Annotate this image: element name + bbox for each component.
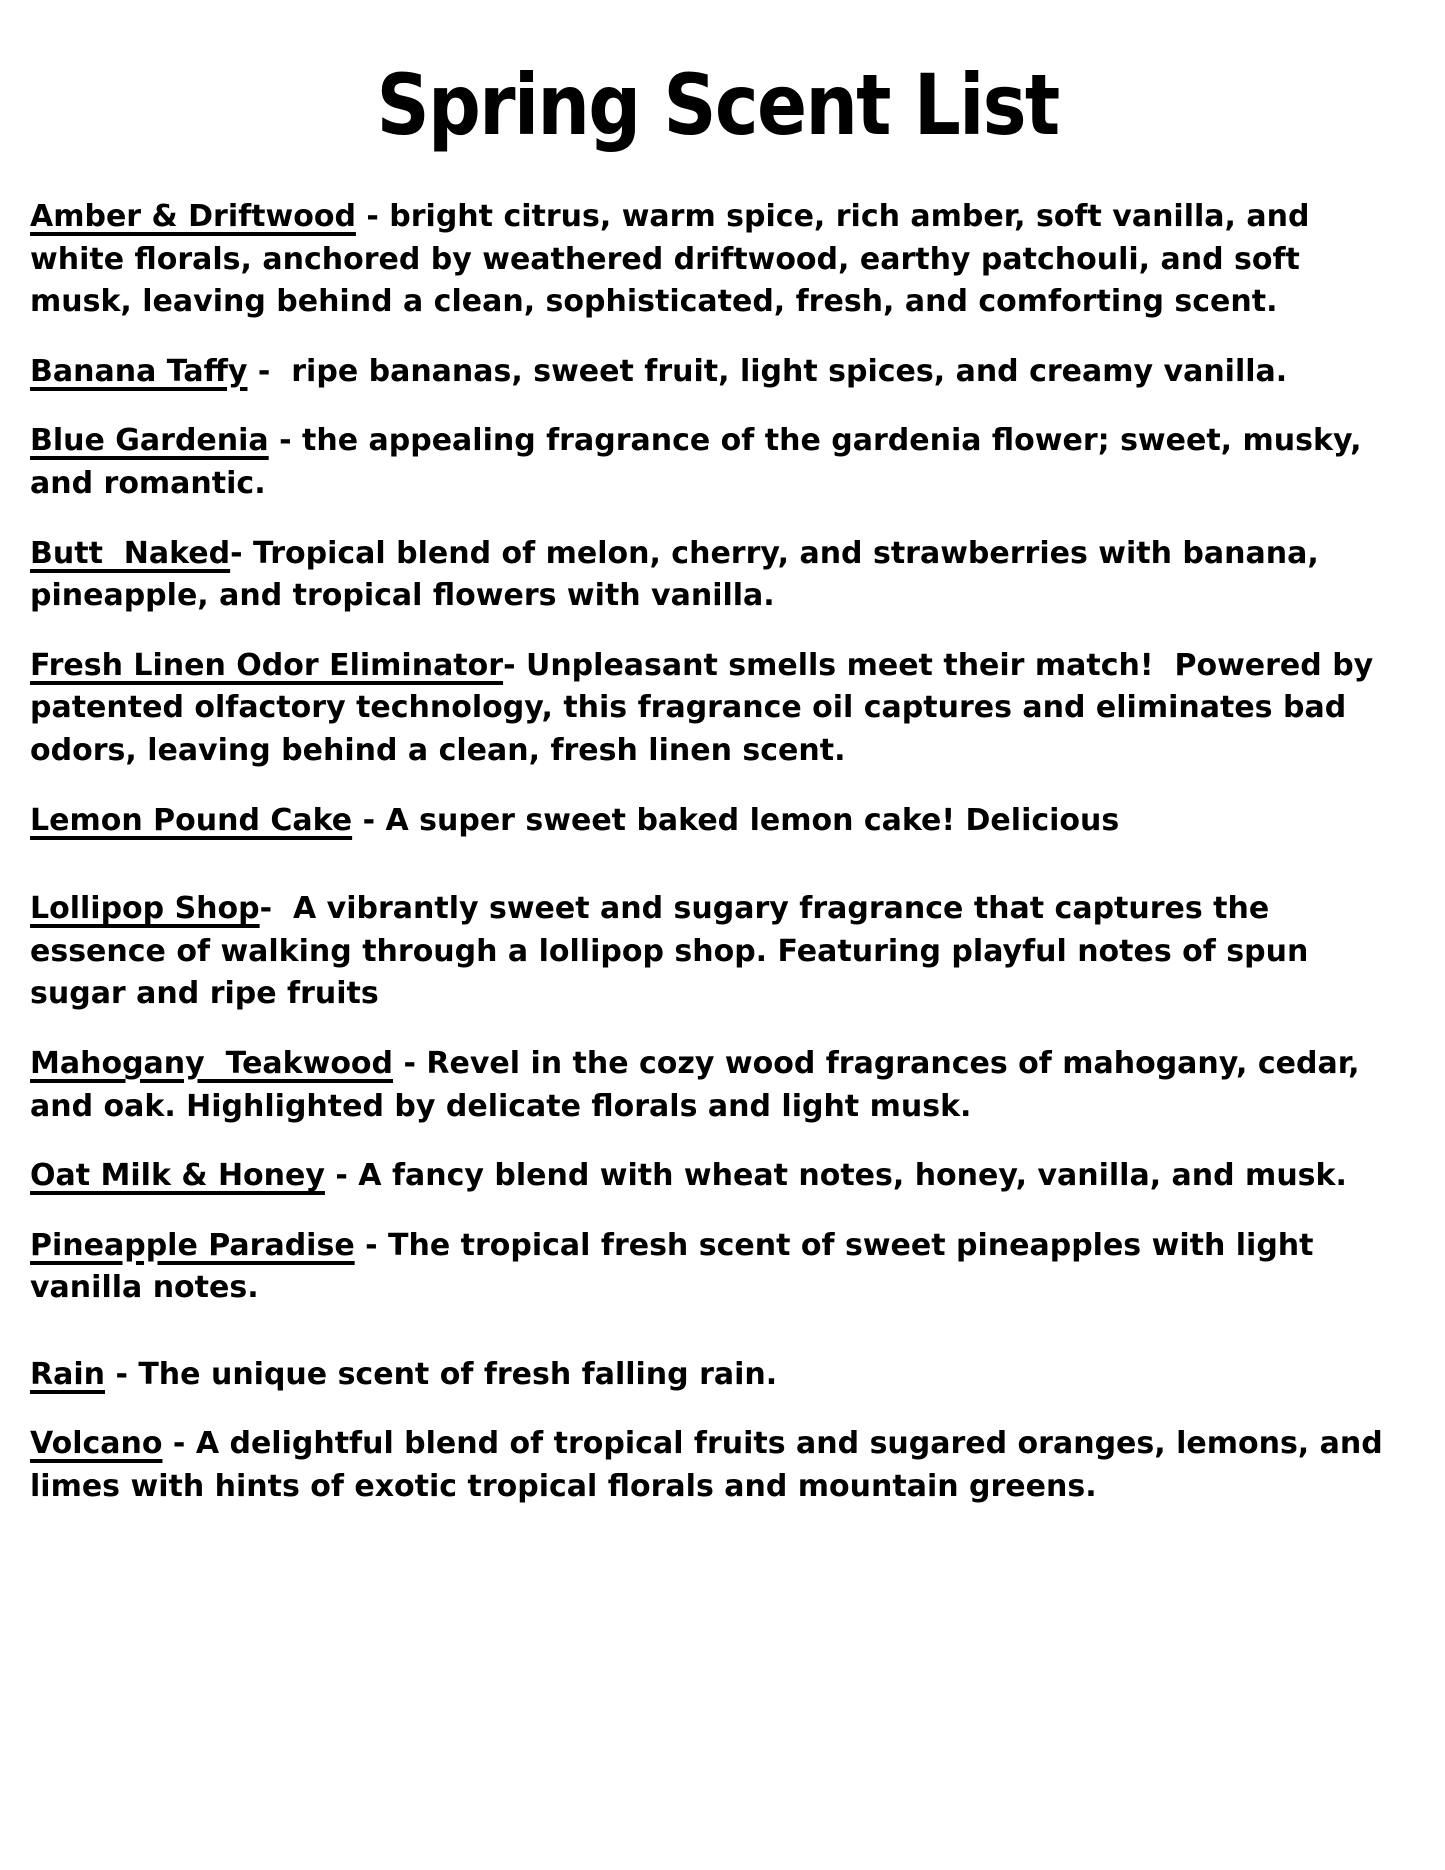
scent-name: Mahogany Teakwood xyxy=(30,1045,394,1081)
scent-name: Pineapple Paradise xyxy=(30,1227,355,1263)
scent-separator: - xyxy=(162,1426,196,1462)
scent-separator: - xyxy=(352,802,386,838)
scent-item xyxy=(30,196,1398,324)
scent-separator: - xyxy=(268,423,303,459)
scent-item xyxy=(30,1155,1398,1198)
scent-separator: - xyxy=(230,535,254,571)
page-title: Spring Scent List xyxy=(376,56,1059,154)
scent-name: Banana Taffy xyxy=(30,353,248,389)
scent-separator: - xyxy=(503,647,526,683)
scent-item xyxy=(30,645,1398,773)
scent-description: ripe bananas, sweet fruit, light spices, and creamy vanilla. xyxy=(291,353,1288,389)
scent-name: Oat Milk & Honey xyxy=(30,1158,325,1194)
scent-description: Tropical blend of melon, cherry, and strawberries with banana, pineapple, and tropical flowers with vanilla. xyxy=(30,535,1330,614)
scent-name: Lemon Pound Cake xyxy=(30,802,353,838)
scent-description: The unique scent of fresh falling rain. xyxy=(138,1356,778,1392)
scent-item xyxy=(30,1043,1398,1128)
scent-separator: - xyxy=(355,199,390,234)
scent-item xyxy=(30,800,1398,843)
scent-item xyxy=(30,1423,1398,1508)
scent-separator: - xyxy=(247,353,292,389)
scent-item xyxy=(30,533,1398,618)
scent-separator: - xyxy=(105,1356,139,1392)
scent-separator: - xyxy=(354,1227,389,1263)
scent-name: Blue Gardenia xyxy=(30,423,269,459)
scent-item xyxy=(30,351,1398,394)
scent-separator: - xyxy=(259,891,293,927)
scent-item xyxy=(30,420,1398,505)
scent-name: Rain xyxy=(30,1356,105,1392)
scent-item xyxy=(30,1225,1398,1310)
scent-description: bright citrus, warm spice, rich amber, soft vanilla, and white florals, anchored by weathered driftwood, earthy patchouli, and soft musk, leaving behind a clean, sophisticated, fresh, and comforting scent. xyxy=(30,199,1320,320)
scent-name: Butt Naked xyxy=(30,535,231,571)
scent-description: Revel in the cozy wood fragrances of mahogany, cedar, and oak. Highlighted by delicate florals and light musk. xyxy=(30,1045,1370,1124)
scent-description: The tropical fresh scent of sweet pineapples with light vanilla notes. xyxy=(30,1227,1324,1306)
scent-name: Amber & Driftwood xyxy=(30,199,356,234)
scent-item xyxy=(30,888,1398,1016)
scent-description: A super sweet baked lemon cake! Delicious xyxy=(385,802,1120,838)
scent-list xyxy=(30,196,1398,1509)
scent-name: Lollipop Shop xyxy=(30,891,260,927)
scent-description: A fancy blend with wheat notes, honey, vanilla, and musk. xyxy=(358,1158,1347,1194)
scent-description: the appealing fragrance of the gardenia flower; sweet, musky, and romantic. xyxy=(30,423,1373,501)
scent-name: Volcano xyxy=(30,1426,163,1462)
scent-description: A delightful blend of tropical fruits and sugared oranges, lemons, and limes with hints of exotic tropical florals and mountain greens. xyxy=(30,1426,1394,1505)
scent-description: A vibrantly sweet and sugary fragrance that captures the essence of walking through a lollipop shop. Featuring playful notes of spun sugar and ripe fruits xyxy=(30,891,1319,1012)
scent-name: Fresh Linen Odor Eliminator xyxy=(30,647,504,683)
scent-item xyxy=(30,1354,1398,1397)
scent-description: Unpleasant smells meet their match! Powered by patented olfactory technology, this fragrance oil captures and eliminates bad odors, leaving behind a clean, fresh linen scent. xyxy=(30,647,1384,768)
scent-separator: - xyxy=(393,1045,427,1081)
scent-separator: - xyxy=(324,1158,359,1194)
